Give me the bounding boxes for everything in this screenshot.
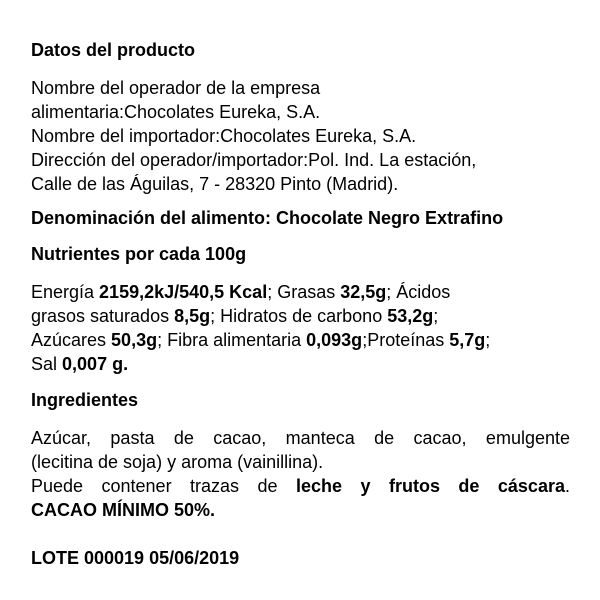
carbs-label: ; Hidratos de carbono	[210, 306, 388, 326]
salt-value: 0,007 g.	[62, 354, 129, 374]
nutrients-heading: Nutrientes por cada 100g	[31, 244, 247, 264]
carbs-value: 53,2g	[387, 306, 434, 326]
importer-line: Nombre del importador:Chocolates Eureka, S.A.	[31, 126, 417, 146]
acids-value: 8,5g	[174, 306, 211, 326]
protein-tail: ;	[485, 330, 491, 350]
traces-value: leche y frutos de cáscara	[296, 476, 565, 496]
product-info-heading: Datos del producto	[31, 40, 196, 60]
operator-line-2: alimentaria:Chocolates Eureka, S.A.	[31, 102, 321, 122]
nutrients-line-3	[31, 328, 570, 352]
acids-label-b: grasos saturados	[31, 306, 175, 326]
ingredients-heading: Ingredientes	[31, 390, 139, 410]
nutrients-block	[31, 280, 570, 376]
traces-label: Puede contener trazas de	[31, 476, 296, 496]
nutrients-line-4	[31, 352, 570, 376]
fiber-value: 0,093g	[306, 330, 363, 350]
ingredients-block	[31, 426, 570, 522]
salt-label: Sal	[31, 354, 63, 374]
fat-value: 32,5g	[340, 282, 387, 302]
protein-value: 5,7g	[449, 330, 486, 350]
traces-line	[31, 474, 570, 498]
fat-label: ; Grasas	[267, 282, 341, 302]
nutrients-line-2	[31, 304, 570, 328]
traces-tail: .	[564, 476, 570, 496]
acids-label-a: ; Ácidos	[386, 282, 451, 302]
operator-line-1: Nombre del operador de la empresa	[31, 78, 321, 98]
sugars-label: Azúcares	[31, 330, 112, 350]
denomination-heading: Denominación del alimento: Chocolate Negro Extrafino	[31, 208, 504, 228]
cocoa-minimum-value: CACAO MÍNIMO 50%.	[31, 500, 216, 520]
sugars-value: 50,3g	[111, 330, 158, 350]
address-line-1: Dirección del operador/importador:Pol. Ind. La estación,	[31, 150, 477, 170]
carbs-tail: ;	[433, 306, 439, 326]
protein-label: ;Proteínas	[362, 330, 450, 350]
cocoa-minimum	[31, 498, 570, 522]
ingredients-line-1: Azúcar, pasta de cacao, manteca de cacao, emulgente	[31, 428, 570, 448]
lot-number: LOTE 000019 05/06/2019	[31, 548, 240, 568]
energy-value: 2159,2kJ/540,5 Kcal	[99, 282, 268, 302]
address-line-2: Calle de las Águilas, 7 - 28320 Pinto (Madrid).	[31, 174, 399, 194]
ingredients-line-2: (lecitina de soja) y aroma (vainillina).	[31, 452, 324, 472]
fiber-label: ; Fibra alimentaria	[157, 330, 307, 350]
energy-label: Energía	[31, 282, 100, 302]
nutrients-line-1	[31, 280, 570, 304]
product-info-block	[31, 76, 570, 196]
